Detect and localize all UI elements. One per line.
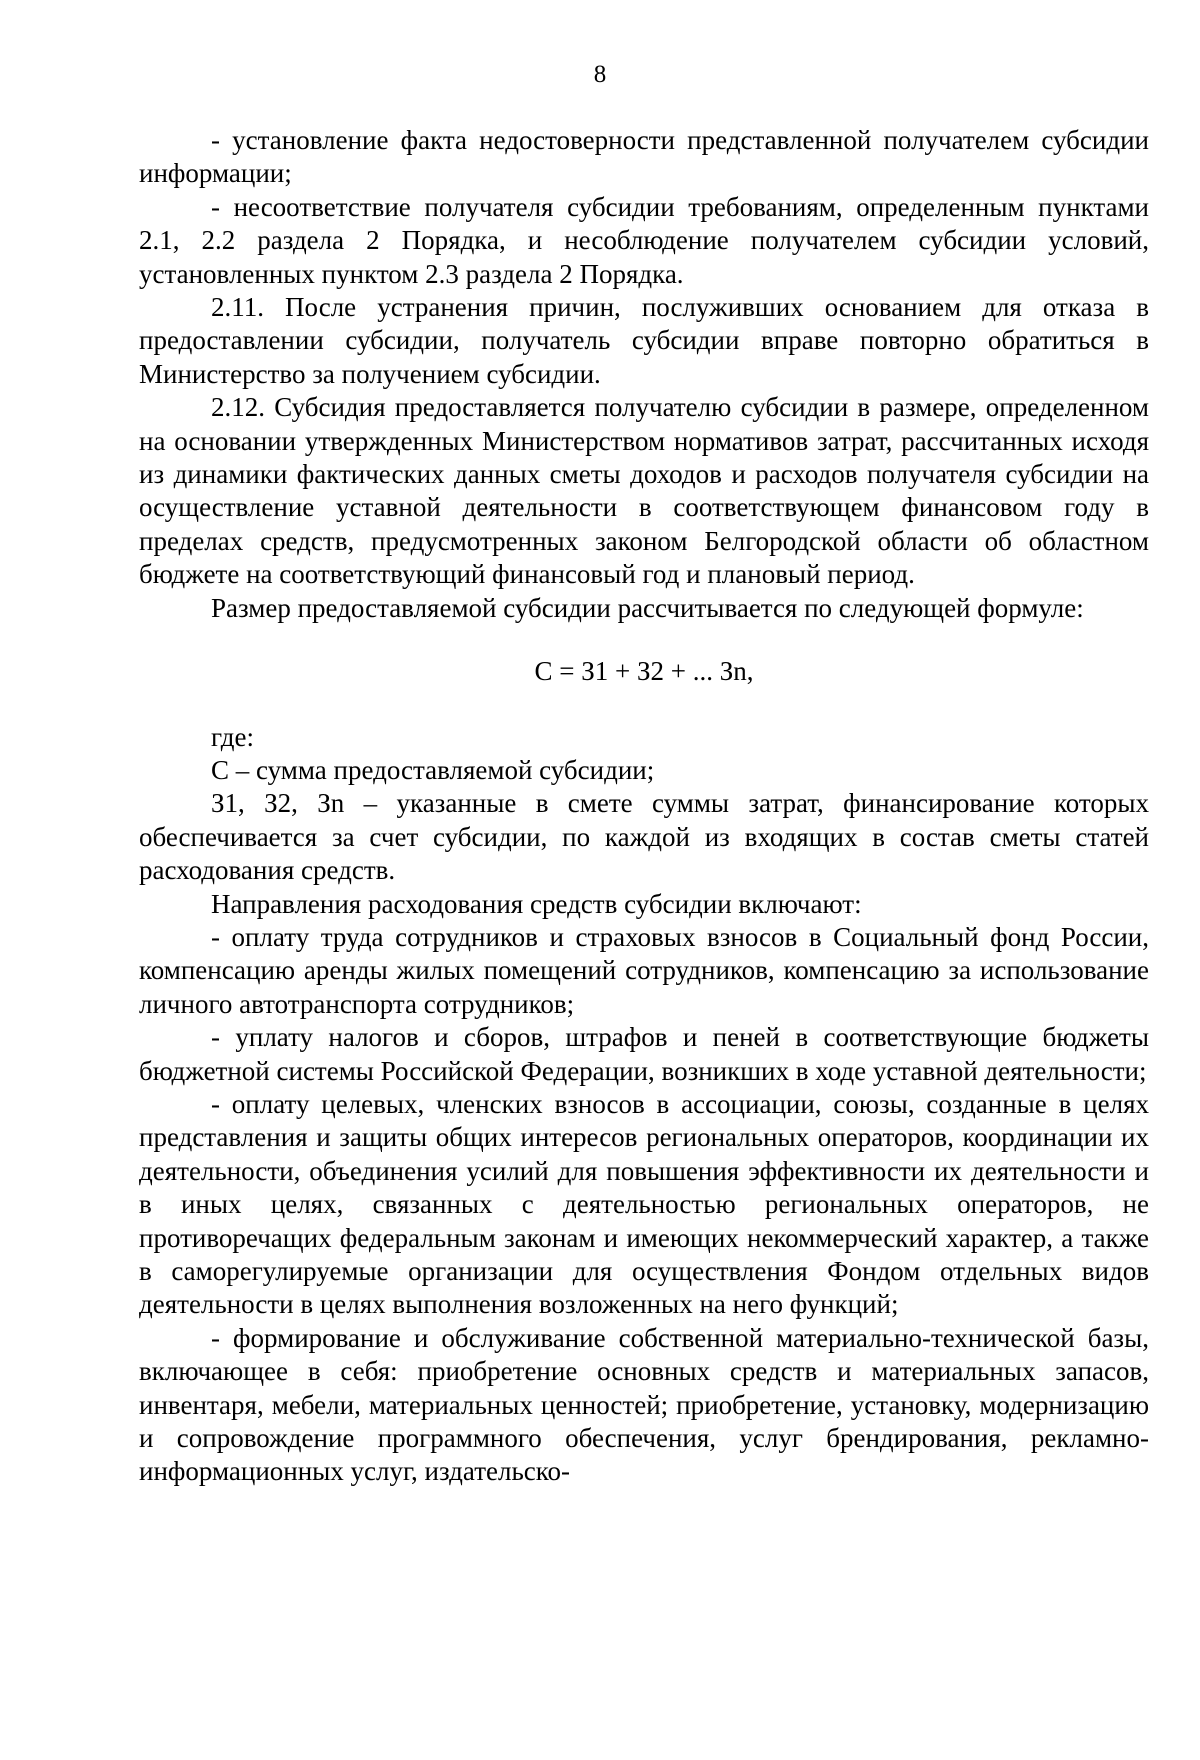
page-number: 8	[593, 61, 607, 88]
paragraph: - установление факта недостоверности представленной получателем субсидии информации;	[139, 125, 1149, 189]
list-item: - оплату труда сотрудников и страховых взносов в Социальный фонд России, компенсацию аренды жилых помещений сотрудников, компенсацию за использование личного автотранспорта сотрудников;	[139, 921, 1149, 1019]
subsidy-formula: С = З1 + З2 + ... Зn,	[534, 656, 754, 687]
list-item: - оплату целевых, членских взносов в ассоциации, союзы, созданные в целях представления и защиты общих интересов региональных операторов, координации их деятельности, объединения усилий для повышения эффективности их деятельности и в иных целях, связанных с деятельностью региональных операторов, не противоречащих федеральным законам и имеющих некоммерческий характер, а также в саморегулируемые организации для осуществления Фондом отдельных видов деятельности в целях выполнения возложенных на него функций;	[139, 1088, 1149, 1320]
paragraph: Направления расходования средств субсидии включают:	[211, 888, 862, 919]
paragraph: 2.11. После устранения причин, послуживших основанием для отказа в предоставлении субсидии, получатель субсидии вправе повторно обратиться в Министерство за получением субсидии.	[139, 292, 1149, 389]
paragraph: - несоответствие получателя субсидии требованиям, определенным пунктами 2.1, 2.2 раздела 2 Порядка, и несоблюдение получателем субсидии условий, установленных пунктом 2.3 раздела 2 Порядка.	[139, 191, 1149, 289]
paragraph: Размер предоставляемой субсидии рассчитывается по следующей формуле:	[211, 592, 1084, 623]
paragraph: З1, З2, Зn – указанные в смете суммы затрат, финансирование которых обеспечивается за счет субсидии, по каждой из входящих в состав сметы статей расходования средств.	[139, 788, 1149, 886]
paragraph: 2.12. Субсидия предоставляется получателю субсидии в размере, определенном на основании утвержденных Министерством нормативов затрат, рассчитанных исходя из динамики фактических данных сметы доходов и расходов получателя субсидии на осуществление уставной деятельности в соответствующем финансовом году в пределах средств, предусмотренных законом Белгородской области об областном бюджете на соответствующий финансовый год и плановый период.	[139, 392, 1149, 590]
list-item: - уплату налогов и сборов, штрафов и пеней в соответствующие бюджеты бюджетной системы Российской Федерации, возникших в ходе уставной деятельности;	[139, 1022, 1149, 1086]
document-body	[139, 124, 1149, 1489]
list-item: - формирование и обслуживание собственной материально-технической базы, включающее в себя: приобретение основных средств и материальных запасов, инвентаря, мебели, материальных ценностей; приобретение, установку, модернизацию и сопровождение программного обеспечения, услуг брендирования, рекламно-информационных услуг, издательско-	[139, 1322, 1149, 1487]
where-label: где:	[211, 721, 254, 752]
paragraph: С – сумма предоставляемой субсидии;	[211, 754, 655, 785]
